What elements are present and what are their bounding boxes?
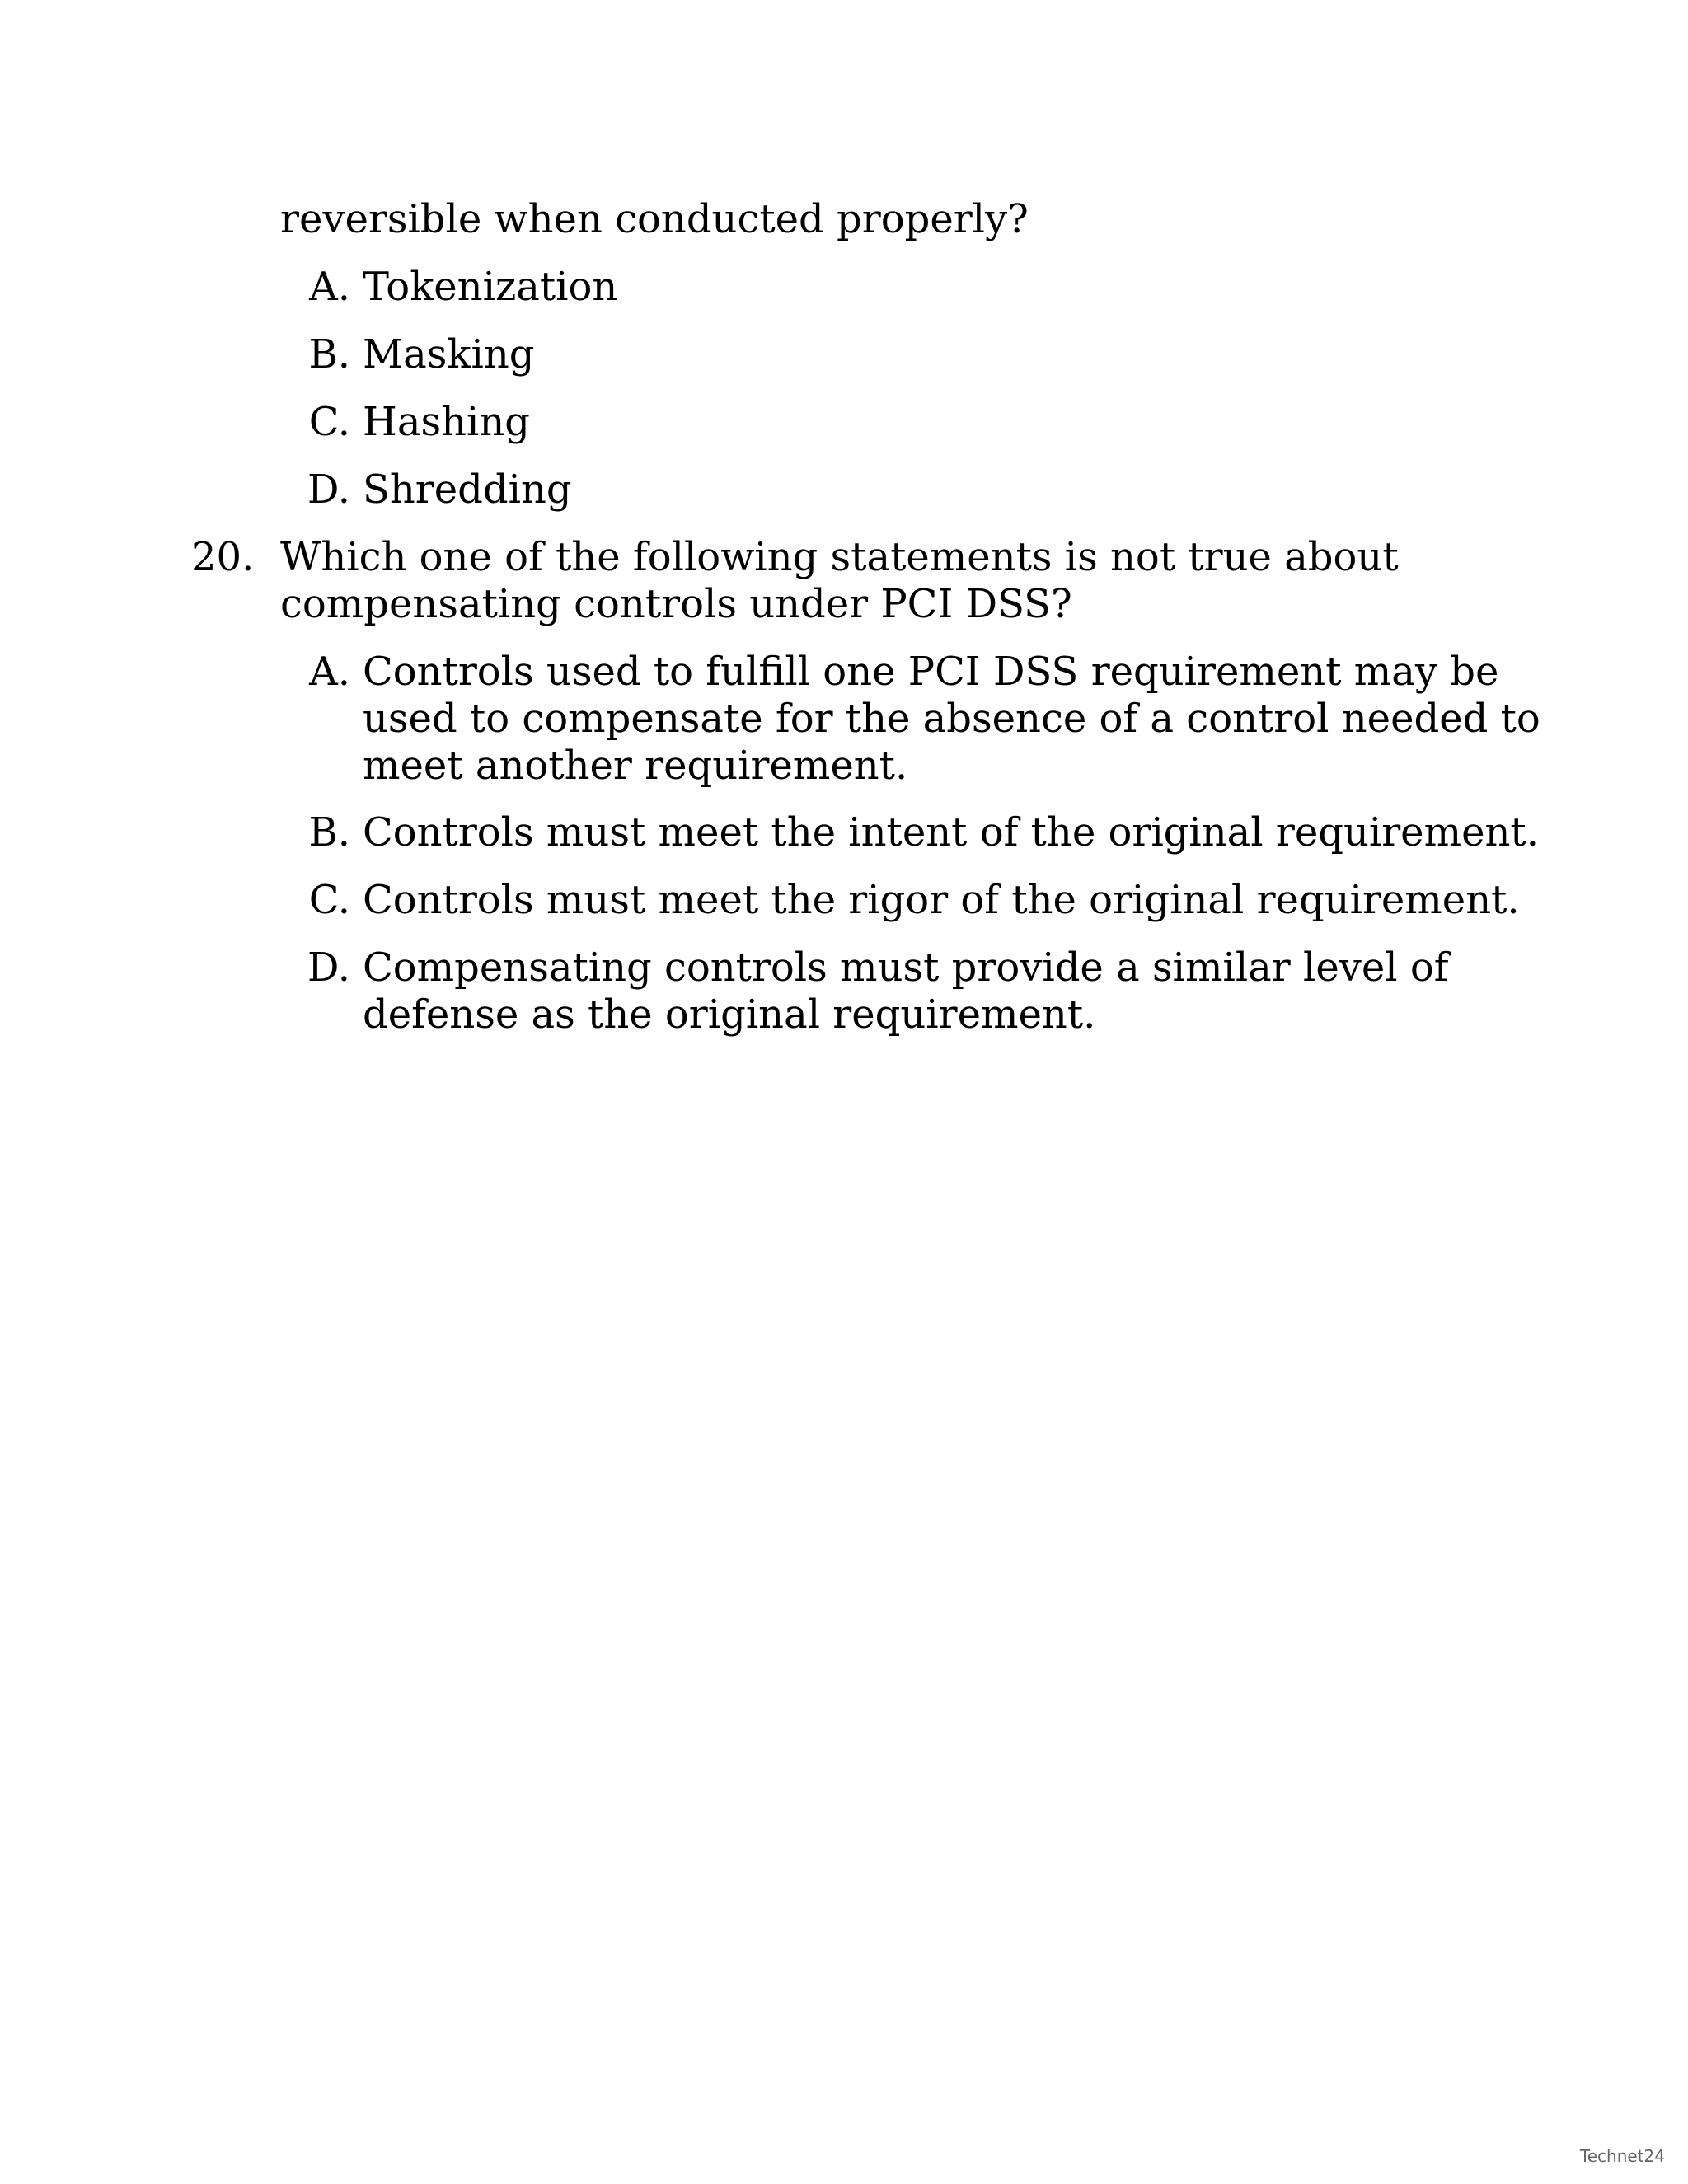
option-text: Shredding: [363, 466, 572, 513]
option-text: Hashing: [363, 399, 531, 445]
option-text: Controls used to fulfill one PCI DSS requirement may be used to compensate for the absence of a control needed to meet another requirement.: [363, 649, 1540, 789]
q20-option-a: [309, 649, 1566, 790]
option-letter: A.: [309, 264, 350, 310]
question-number: 20.: [191, 534, 255, 580]
option-letter: C.: [308, 399, 350, 445]
q20-option-c: [308, 877, 1566, 924]
option-letter: D.: [307, 466, 350, 513]
q20-option-d: [307, 944, 1566, 1038]
option-text: Controls must meet the rigor of the original requirement.: [363, 877, 1520, 923]
option-letter: C.: [308, 877, 350, 923]
question-continuation-text: reversible when conducted properly?: [280, 196, 1029, 242]
prev-option-c: [308, 399, 1566, 446]
option-text: Tokenization: [363, 264, 618, 310]
option-letter: A.: [309, 649, 350, 695]
prev-option-a: [309, 264, 1566, 311]
q20-option-b: [308, 809, 1566, 856]
option-text: Masking: [363, 331, 535, 377]
option-text: Controls must meet the intent of the original requirement.: [363, 809, 1539, 855]
footer-watermark: Technet24: [1579, 2146, 1665, 2166]
prev-option-d: [307, 466, 1566, 513]
option-text: Compensating controls must provide a similar level of defense as the original requirement.: [363, 944, 1449, 1038]
option-letter: B.: [308, 331, 350, 377]
prev-option-b: [308, 331, 1566, 378]
option-letter: D.: [307, 944, 350, 991]
option-letter: B.: [308, 809, 350, 855]
question-text: Which one of the following statements is not true about compensating controls under PCI DSS?: [280, 534, 1399, 627]
